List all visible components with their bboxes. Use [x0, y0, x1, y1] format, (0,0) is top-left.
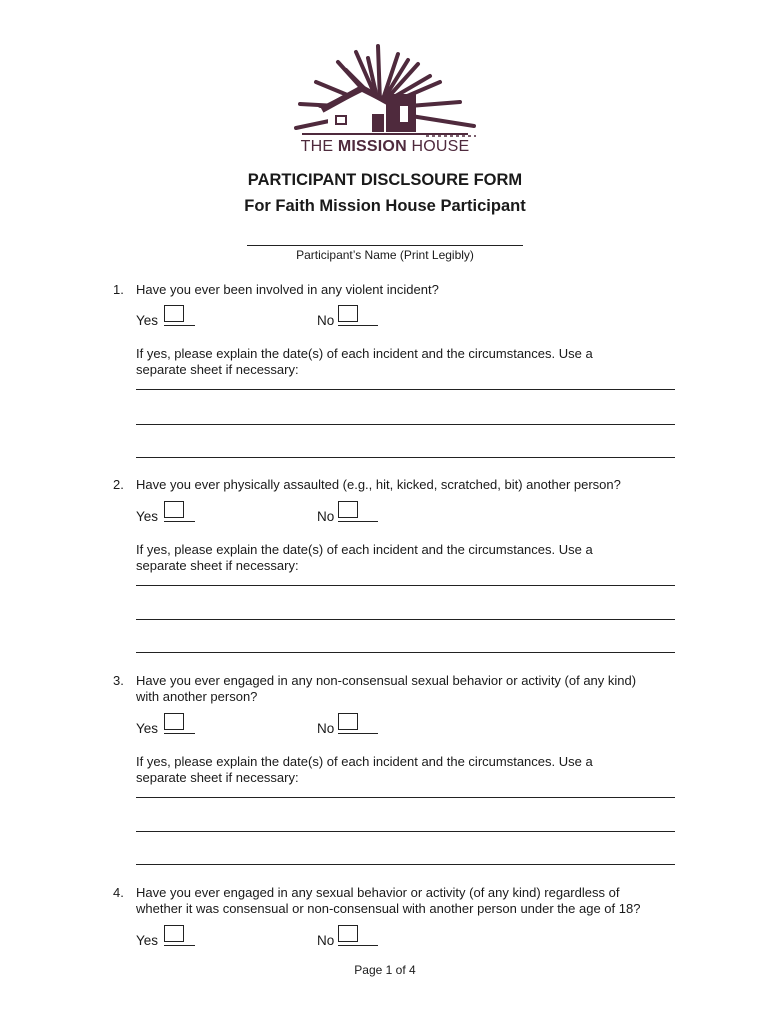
question-2-no-label: No	[317, 509, 335, 524]
question-2-answer-line[interactable]	[136, 652, 675, 653]
question-1-explain-line-1: If yes, please explain the date(s) of each incident and the circumstances. Use a	[136, 346, 593, 361]
question-3-explain-line-1: If yes, please explain the date(s) of each incident and the circumstances. Use a	[136, 754, 593, 769]
question-4-text-line-2: whether it was consensual or non-consensual with another person under the age of 18?	[136, 901, 641, 916]
question-2-answer-line[interactable]	[136, 619, 675, 620]
question-1-explain-line-2: separate sheet if necessary:	[136, 362, 299, 377]
question-1-answer-line[interactable]	[136, 424, 675, 425]
question-2-explain-line-1: If yes, please explain the date(s) of each incident and the circumstances. Use a	[136, 542, 593, 557]
question-2-no-checkbox[interactable]	[338, 501, 378, 521]
question-4-no-label: No	[317, 933, 335, 948]
question-3-answer-line[interactable]	[136, 864, 675, 865]
question-3-text-line-1: Have you ever engaged in any non-consensual sexual behavior or activity (of any kind)	[136, 673, 637, 688]
question-1-no-checkbox[interactable]	[338, 305, 378, 325]
question-4-yes-checkbox[interactable]	[164, 925, 195, 945]
mission-house-logo	[290, 42, 480, 160]
question-1-yes-checkbox[interactable]	[164, 305, 195, 325]
question-2-yes-checkbox[interactable]	[164, 501, 195, 521]
question-4-text-line-1: Have you ever engaged in any sexual behavior or activity (of any kind) regardless of	[136, 885, 620, 900]
question-1-answer-line[interactable]	[136, 389, 675, 390]
question-3-no-checkbox[interactable]	[338, 713, 378, 733]
question-2-yes-label: Yes	[136, 509, 159, 524]
participant-name-field[interactable]	[247, 233, 523, 246]
logo-wordmark: THE MISSION HOUSE	[300, 138, 470, 155]
participant-name-caption: Participant’s Name (Print Legibly)	[296, 248, 474, 262]
question-1-yes-label: Yes	[136, 313, 159, 328]
form-subtitle: For Faith Mission House Participant	[244, 197, 526, 215]
question-2-explain-line-2: separate sheet if necessary:	[136, 558, 299, 573]
question-3-text-line-2: with another person?	[136, 689, 258, 704]
question-2-text: Have you ever physically assaulted (e.g., hit, kicked, scratched, bit) another person?	[136, 477, 621, 492]
question-2-answer-line[interactable]	[136, 585, 675, 586]
question-1-no-label: No	[317, 313, 335, 328]
question-3-no-label: No	[317, 721, 335, 736]
question-1-answer-line[interactable]	[136, 457, 675, 458]
question-2-number: 2.	[113, 477, 124, 492]
question-3-answer-line[interactable]	[136, 797, 675, 798]
form-title: PARTICIPANT DISCLSOURE FORM	[247, 171, 523, 189]
house-burst-icon	[290, 42, 480, 138]
question-4-number: 4.	[113, 885, 124, 900]
question-1-number: 1.	[113, 282, 124, 297]
question-3-number: 3.	[113, 673, 124, 688]
question-3-yes-label: Yes	[136, 721, 159, 736]
question-3-answer-line[interactable]	[136, 831, 675, 832]
question-3-yes-checkbox[interactable]	[164, 713, 195, 733]
question-4-yes-label: Yes	[136, 933, 159, 948]
page-number: Page 1 of 4	[354, 963, 416, 977]
question-1-text: Have you ever been involved in any violent incident?	[136, 282, 439, 297]
question-3-explain-line-2: separate sheet if necessary:	[136, 770, 299, 785]
question-4-no-checkbox[interactable]	[338, 925, 378, 945]
